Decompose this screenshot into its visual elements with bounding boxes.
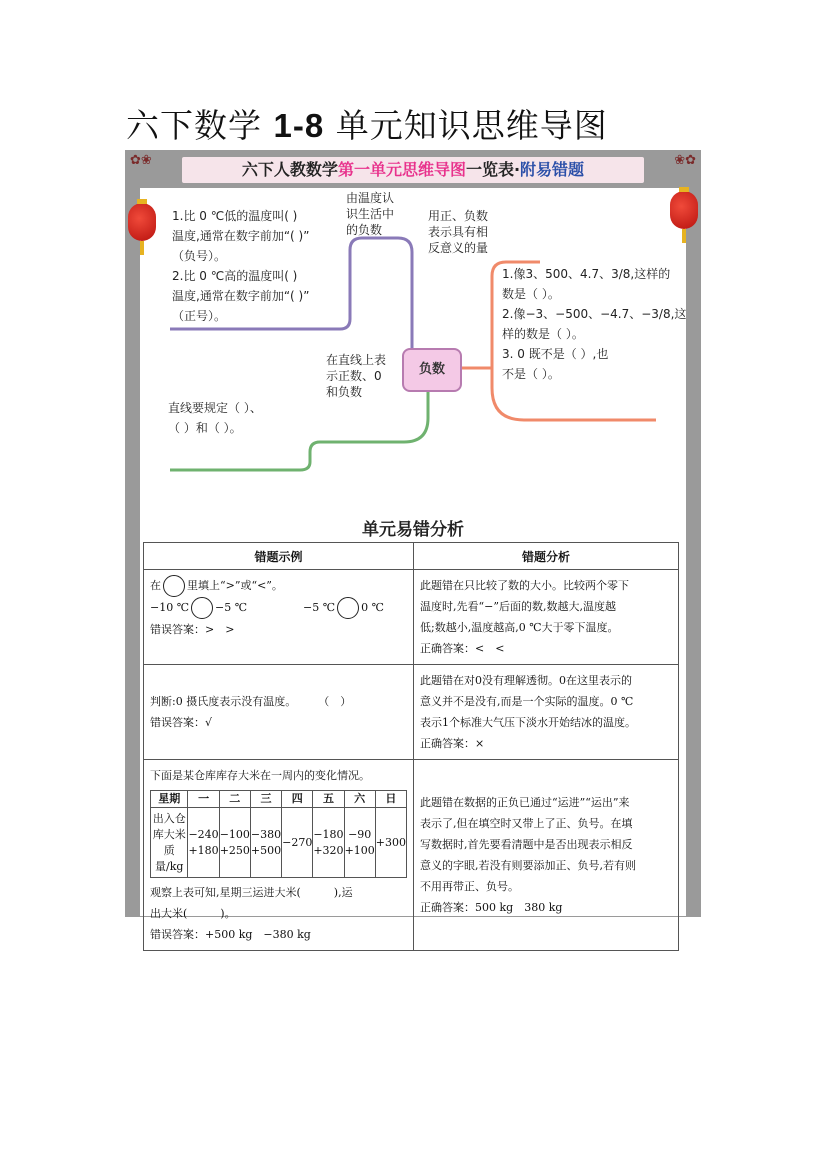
- branch-text-line: 温度,通常在数字前加“( )”: [172, 289, 310, 303]
- week-value: −240: [188, 827, 219, 841]
- week-head-cell: 星期: [151, 791, 188, 808]
- branch-text-line: （ ）和（ ）。: [168, 421, 242, 435]
- example-line: [150, 575, 407, 597]
- week-head-row: [151, 791, 407, 808]
- wrong-answer: 错误答案：+500 kg −380 kg: [150, 928, 311, 941]
- analysis-line: 意义的字眼,若没有则要添加正、负号,若有则: [420, 859, 636, 872]
- example-line: [150, 597, 407, 619]
- topic-positive-negative: [428, 208, 488, 256]
- week-head-cell: 一: [188, 791, 219, 808]
- topic-number-line: [326, 352, 386, 400]
- analysis-cell: [414, 570, 679, 665]
- week-cell: [344, 808, 375, 878]
- branch-text-line: 2.比 0 ℃高的温度叫( ): [172, 269, 298, 283]
- week-label-line: 库大米: [152, 827, 186, 841]
- example-text: 里填上“>”或“<”。: [187, 579, 283, 592]
- analysis-line: 此题错在对0没有理解透彻。0在这里表示的: [420, 674, 632, 687]
- example-text: −5 ℃: [303, 601, 336, 614]
- branch-positive-negative-text: [502, 264, 686, 384]
- sheet-content: [140, 188, 687, 941]
- branch-text-line: 直线要规定（ ）、: [168, 401, 262, 415]
- document-title: [126, 100, 608, 147]
- analysis-line: 低;数越小,温度越高,0 ℃大于零下温度。: [420, 621, 619, 634]
- topic-temperature-line: 识生活中: [346, 207, 395, 221]
- example-text: −5 ℃: [215, 601, 248, 614]
- mindmap-sheet: [125, 150, 701, 941]
- example-text: 在: [150, 579, 161, 592]
- example-cell: [144, 570, 414, 665]
- branch-text-line: 温度,通常在数字前加“( )”: [172, 229, 310, 243]
- branch-number-line-text: [168, 398, 262, 438]
- week-cell: [250, 808, 281, 878]
- title-prefix: 六下数学: [126, 106, 274, 145]
- branch-text-line: 3. 0 既不是（ ）,也: [502, 347, 609, 361]
- example-cell: [144, 760, 414, 951]
- week-value: +250: [219, 843, 250, 857]
- topic-temperature: [346, 190, 394, 238]
- topic-pn-line: 用正、负数: [428, 209, 489, 223]
- week-head-cell: 二: [219, 791, 250, 808]
- example-line: 观察上表可知,星期三运进大米( ),运: [150, 886, 353, 899]
- lantern-left-icon: [128, 203, 156, 241]
- branch-text-line: 不是（ ）。: [502, 367, 560, 381]
- example-text: 0 ℃: [361, 601, 384, 614]
- week-head-cell: 日: [375, 791, 406, 808]
- analysis-line: 不用再带正、负号。: [420, 880, 519, 893]
- header-part-4: 附易错题: [520, 160, 585, 179]
- branch-text-line: （负号）。: [172, 249, 227, 263]
- title-suffix: 单元知识思维导图: [324, 106, 608, 145]
- analysis-cell: [414, 665, 679, 760]
- header-part-1: 六下人教数学: [241, 160, 338, 179]
- branch-temperature-text: [172, 206, 309, 326]
- week-row-label: [151, 808, 188, 878]
- example-cell: [144, 665, 414, 760]
- branch-text-line: 1.像3、500、4.7、3/8,这样的: [502, 267, 671, 281]
- example-line: 判断:0 摄氏度表示没有温度。 （ ）: [150, 695, 352, 708]
- topic-line-line: 示正数、0: [326, 369, 382, 383]
- week-value: +500: [250, 843, 282, 857]
- week-value: −270: [282, 835, 313, 849]
- header-part-2: 第一单元思维导图: [337, 160, 466, 179]
- week-head-cell: 五: [313, 791, 344, 808]
- table-row: [144, 760, 679, 951]
- topic-temperature-line: 由温度认: [346, 191, 395, 205]
- example-text: −10 ℃: [150, 601, 190, 614]
- plum-branch-left-icon: ✿❀: [130, 153, 152, 168]
- week-cell: [282, 808, 313, 878]
- topic-line-line: 在直线上表: [326, 353, 387, 367]
- table-head-examples: 错题示例: [144, 543, 414, 570]
- week-head-cell: 四: [282, 791, 313, 808]
- analysis-line: 写数据时,首先要看清题中是否出现表示相反: [420, 838, 633, 851]
- example-line: 下面是某仓库库存大米在一周内的变化情况。: [150, 769, 370, 782]
- table-row: [144, 665, 679, 760]
- week-cell: [375, 808, 406, 878]
- week-value: −100: [219, 827, 250, 841]
- week-value: −180: [313, 827, 344, 841]
- analysis-cell: [414, 760, 679, 951]
- week-cell: [313, 808, 344, 878]
- correct-answer: 正确答案：500 kg 380 kg: [420, 901, 563, 914]
- topic-pn-line: 反意义的量: [428, 241, 489, 255]
- plum-branch-right-icon: ❀✿: [674, 153, 696, 168]
- week-cell: [219, 808, 250, 878]
- center-node-negative-number: 负数: [402, 348, 462, 392]
- week-head-cell: 六: [344, 791, 375, 808]
- week-value: −380: [250, 827, 282, 841]
- branch-text-line: 样的数是（ ）。: [502, 327, 584, 341]
- week-value: +180: [188, 843, 219, 857]
- table-head-analysis: 错题分析: [414, 543, 679, 570]
- week-table: [150, 790, 407, 878]
- blank-circle-icon: [191, 597, 213, 619]
- wrong-answer: 错误答案：> >: [150, 623, 235, 636]
- week-label-line: 质量/kg: [155, 843, 184, 873]
- branch-text-line: 1.比 0 ℃低的温度叫( ): [172, 209, 298, 223]
- correct-answer: 正确答案：×: [420, 737, 485, 750]
- table-header-row: [144, 543, 679, 570]
- topic-pn-line: 表示具有相: [428, 225, 489, 239]
- week-value: −90: [348, 827, 372, 841]
- blank-circle-icon: [337, 597, 359, 619]
- branch-text-line: 数是（ ）。: [502, 287, 560, 301]
- analysis-line: 此题错在只比较了数的大小。比较两个零下: [420, 579, 629, 592]
- week-head-cell: 三: [250, 791, 281, 808]
- week-cell: [188, 808, 219, 878]
- blank-circle-icon: [163, 575, 185, 597]
- analysis-line: 此题错在数据的正负已通过“运进”“运出”来: [420, 796, 630, 809]
- analysis-line: 表示1个标准大气压下淡水开始结冰的温度。: [420, 716, 636, 729]
- wrong-answer: 错误答案：√: [150, 716, 213, 729]
- week-value: +320: [313, 843, 344, 857]
- title-range: 1-8: [273, 107, 325, 144]
- branch-text-line: （正号）。: [172, 309, 227, 323]
- section-title: 单元易错分析: [362, 520, 464, 540]
- week-data-row: [151, 808, 407, 878]
- week-value: +300: [375, 835, 406, 849]
- right-border: [686, 188, 700, 916]
- branch-text-line: 2.像−3、−500、−4.7、−3/8,这: [502, 307, 687, 321]
- correct-answer: 正确答案：< <: [420, 642, 505, 655]
- topic-line-line: 和负数: [326, 385, 363, 399]
- analysis-line: 表示了,但在填空时又带上了正、负号。在填: [420, 817, 633, 830]
- left-border: [126, 188, 140, 916]
- topic-temperature-line: 的负数: [346, 223, 383, 237]
- table-row: [144, 570, 679, 665]
- analysis-line: 温度时,先看“−”后面的数,数越大,温度越: [420, 600, 616, 613]
- lantern-right-icon: [670, 191, 698, 229]
- example-line: 出大米( )。: [150, 907, 236, 920]
- week-value: +100: [344, 843, 375, 857]
- analysis-line: 意义并不是没有,而是一个实际的温度。0 ℃: [420, 695, 634, 708]
- error-analysis-table: [143, 542, 679, 951]
- week-label-line: 出入仓: [152, 811, 186, 825]
- header-part-3: 一览表·: [465, 160, 521, 179]
- sheet-header: [182, 157, 644, 183]
